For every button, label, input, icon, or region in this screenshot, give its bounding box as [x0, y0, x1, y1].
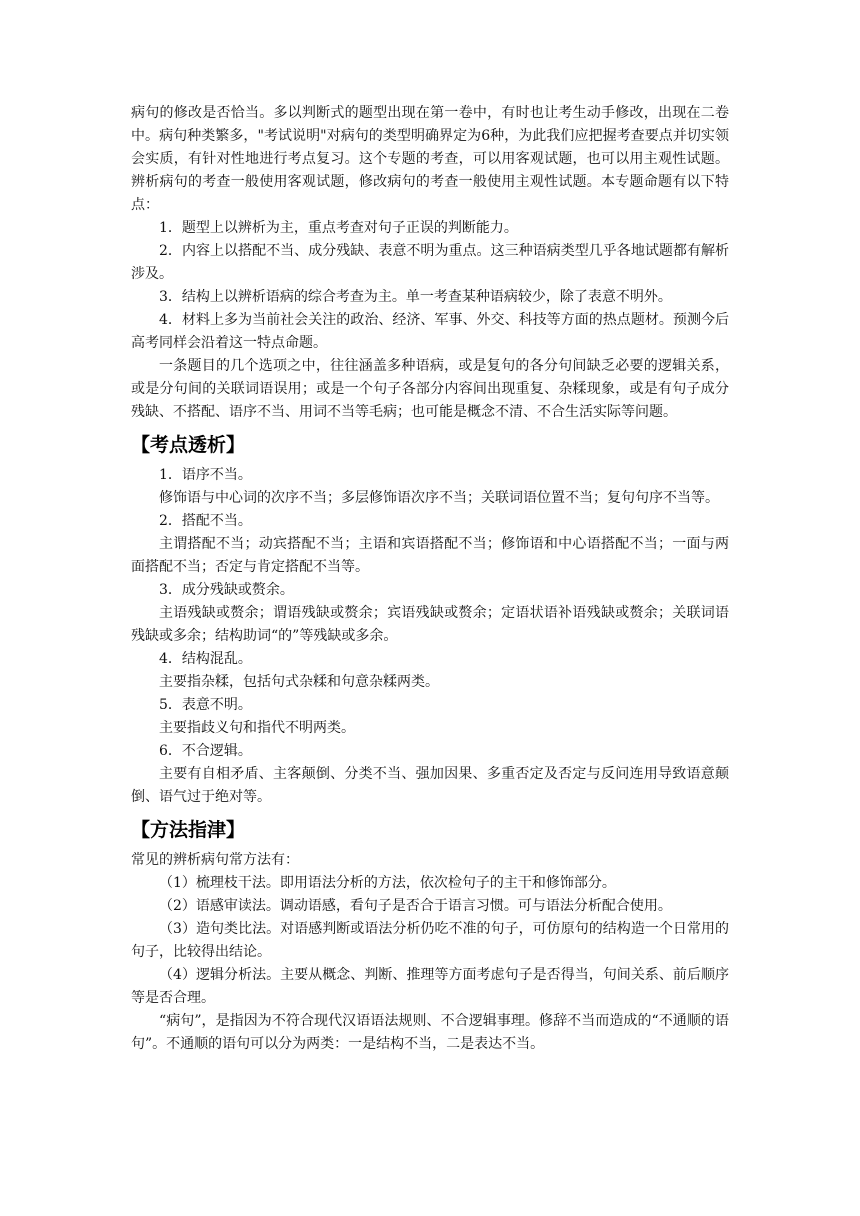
method-item-1: （1）梳理枝干法。即用语法分析的方法，依次检句子的主干和修饰部分。	[159, 875, 616, 891]
intro-paragraph: 病句的修改是否恰当。多以判断式的题型出现在第一卷中，有时也让考生动手修改，出现在二卷中。病句种类繁多，"考试说明"对病句的类型明确界定为6种，为此我们应把握考查要点并切实领会实质，有针对性地进行考点复习。这个专题的考查，可以用客观试题，也可以用主观性试题。辨析病句的考查一般使用客观试题，修改病句的考查一般使用主观性试题。本专题命题有以下特点：	[131, 105, 729, 213]
kaodian-item-title-4: 4．结构混乱。	[159, 651, 252, 667]
section-heading-kaodian: 【考点透析】	[131, 434, 246, 456]
fangfa-intro: 常见的辨析病句常方法有：	[131, 852, 299, 868]
kaodian-item-desc-5: 主要指歧义句和指代不明两类。	[159, 720, 355, 736]
method-item-2: （2）语感审读法。调动语感，看句子是否合于语言习惯。可与语法分析配合使用。	[159, 898, 672, 914]
kaodian-item-title-5: 5．表意不明。	[159, 697, 252, 713]
method-item-3: （3）造句类比法。对语感判断或语法分析仍吃不准的句子，可仿原句的结构造一个日常用的句子，比较得出结论。	[131, 921, 729, 960]
kaodian-item-desc-3: 主语残缺或赘余；谓语残缺或赘余；宾语残缺或赘余；定语状语补语残缺或赘余；关联词语残缺或多余；结构助词“的”等残缺或多余。	[131, 605, 729, 644]
kaodian-item-title-6: 6．不合逻辑。	[159, 743, 252, 759]
feature-point-3: 3．结构上以辨析语病的综合考查为主。单一考查某种语病较少，除了表意不明外。	[159, 289, 672, 305]
section-heading-fangfa: 【方法指津】	[131, 819, 246, 841]
kaodian-item-title-3: 3．成分残缺或赘余。	[159, 582, 294, 598]
feature-point-2: 2．内容上以搭配不当、成分残缺、表意不明为重点。这三种语病类型几乎各地试题都有解析涉及。	[131, 243, 729, 282]
kaodian-item-desc-4: 主要指杂糅，包括句式杂糅和句意杂糅两类。	[159, 674, 439, 690]
feature-point-1: 1．题型上以辨析为主，重点考查对句子正误的判断能力。	[159, 220, 518, 236]
intro-paragraph-2: 一条题目的几个选项之中，往往涵盖多种语病，或是复句的各分句间缺乏必要的逻辑关系，或是分句间的关联词语误用；或是一个句子各部分内容间出现重复、杂糅现象，或是有句子成分残缺、不搭配、语序不当、用词不当等毛病；也可能是概念不清、不合生活实际等问题。	[131, 358, 729, 420]
kaodian-item-desc-1: 修饰语与中心词的次序不当；多层修饰语次序不当；关联词语位置不当；复句句序不当等。	[159, 490, 719, 506]
method-item-4: （4）逻辑分析法。主要从概念、判断、推理等方面考虑句子是否得当，句间关系、前后顺序等是否合理。	[131, 967, 729, 1006]
document-body	[131, 102, 729, 1056]
kaodian-item-desc-2: 主谓搭配不当；动宾搭配不当；主语和宾语搭配不当；修饰语和中心语搭配不当；一面与两面搭配不当；否定与肯定搭配不当等。	[131, 536, 729, 575]
feature-point-4: 4．材料上多为当前社会关注的政治、经济、军事、外交、科技等方面的热点题材。预测今后高考同样会沿着这一特点命题。	[131, 312, 729, 351]
kaodian-item-title-2: 2．搭配不当。	[159, 513, 252, 529]
closing-paragraph: “病句”，是指因为不符合现代汉语语法规则、不合逻辑事理。修辞不当而造成的“不通顺的语句”。不通顺的语句可以分为两类：一是结构不当，二是表达不当。	[131, 1013, 729, 1052]
kaodian-item-desc-6: 主要有自相矛盾、主客颠倒、分类不当、强加因果、多重否定及否定与反问连用导致语意颠倒、语气过于绝对等。	[131, 766, 729, 805]
kaodian-item-title-1: 1．语序不当。	[159, 467, 252, 483]
